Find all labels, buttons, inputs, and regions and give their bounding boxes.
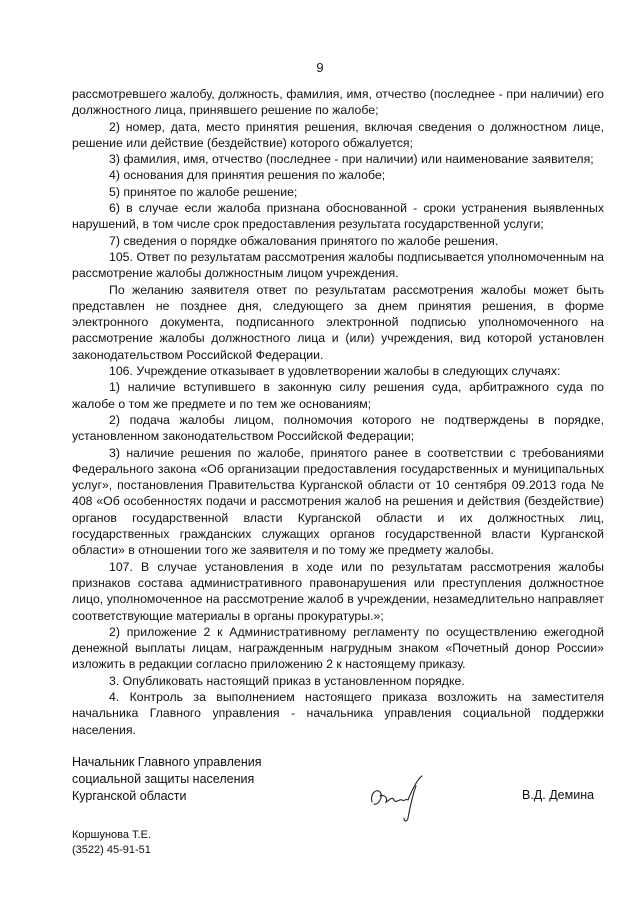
- paragraph: 4) основания для принятия решения по жалобе;: [109, 168, 386, 183]
- handwritten-signature: [366, 772, 426, 826]
- paragraph: 3) наличие решения по жалобе, принятого ранее в соответствии с требованиями Федерального закона «Об организации предоставления государственных и муниципальных услуг», постановления Правительства Курганской области от 10 сентября 09.2013 года № 408 «Об особенностях подачи и рассмотрения жалоб на решения и действия (бездействие) органов государственной власти Курганской области и их должностных лиц, государственных гражданских служащих органов государственной власти Курганской области» в отношении того же заявителя и по тому же предмету жалобы.: [72, 445, 604, 558]
- paragraph: 2) приложение 2 к Административному регламенту по осуществлению ежегодной денежной выплаты лицам, награжденным нагрудным знаком «Почетный донор России» изложить в редакции согласно приложению 2 к настоящему приказу.: [72, 624, 604, 672]
- executor-info: [72, 828, 151, 858]
- paragraph: 3. Опубликовать настоящий приказ в установленном порядке.: [109, 673, 465, 688]
- signer-position-line: Начальник Главного управления: [72, 755, 262, 769]
- paragraph: 2) подача жалобы лицом, полномочия которого не подтверждены в порядке, установленном законодательством Российской Федерации;: [72, 412, 604, 444]
- signer-position-line: социальной защиты населения: [72, 772, 255, 786]
- paragraph: 5) принятое по жалобе решение;: [109, 184, 298, 199]
- paragraph: 105. Ответ по результатам рассмотрения жалобы подписывается уполномоченным на рассмотрение жалобы должностным лицом учреждения.: [72, 249, 604, 281]
- paragraph: 106. Учреждение отказывает в удовлетворении жалобы в следующих случаях:: [109, 364, 561, 379]
- paragraph: 2) номер, дата, место принятия решения, включая сведения о должностном лице, решение или действие (бездействие) которого обжалуется;: [72, 119, 604, 150]
- paragraph: По желанию заявителя ответ по результатам рассмотрения жалобы может быть представлен не позднее дня, следующего за днем принятия решения, в форме электронного документа, подписанного электронной подписью уполномоченного на рассмотрение жалобы должностного лица и (или) учреждения, вид которой установлен законодательством Российской Федерации.: [72, 282, 604, 362]
- signature-block: [72, 754, 262, 805]
- paragraph: 107. В случае установления в ходе или по результатам рассмотрения жалобы признаков состава административного правонарушения или преступления должностное лицо, уполномоченное на рассмотрение жалоб в учреждении, незамедлительно направляет соответствующие материалы в органы прокуратуры.»;: [72, 559, 604, 623]
- executor-name: Коршунова Т.Е.: [72, 829, 152, 841]
- document-body: [72, 86, 604, 738]
- signer-name: В.Д. Демина: [522, 788, 595, 802]
- paragraph: 1) наличие вступившего в законную силу решения суда, арбитражного суда по жалобе о том же предмете и по тем же основаниям;: [72, 380, 604, 411]
- paragraph: рассмотревшего жалобу, должность, фамилия, имя, отчество (последнее - при наличии) его должностного лица, принявшего решение по жалобе;: [72, 87, 604, 118]
- executor-phone: (3522) 45-91-51: [72, 844, 151, 856]
- signer-position-line: Курганской области: [72, 789, 187, 803]
- paragraph: 7) сведения о порядке обжалования принятого по жалобе решения.: [109, 233, 499, 248]
- page-number: 9: [316, 60, 324, 75]
- paragraph: 4. Контроль за выполнением настоящего приказа возложить на заместителя начальника Главного управления - начальника управления социальной поддержки населения.: [72, 689, 604, 737]
- paragraph: 3) фамилия, имя, отчество (последнее - при наличии) или наименование заявителя;: [109, 152, 594, 167]
- paragraph: 6) в случае если жалоба признана обоснованной - сроки устранения выявленных нарушений, в том числе срок предоставления результата государственной услуги;: [72, 201, 604, 232]
